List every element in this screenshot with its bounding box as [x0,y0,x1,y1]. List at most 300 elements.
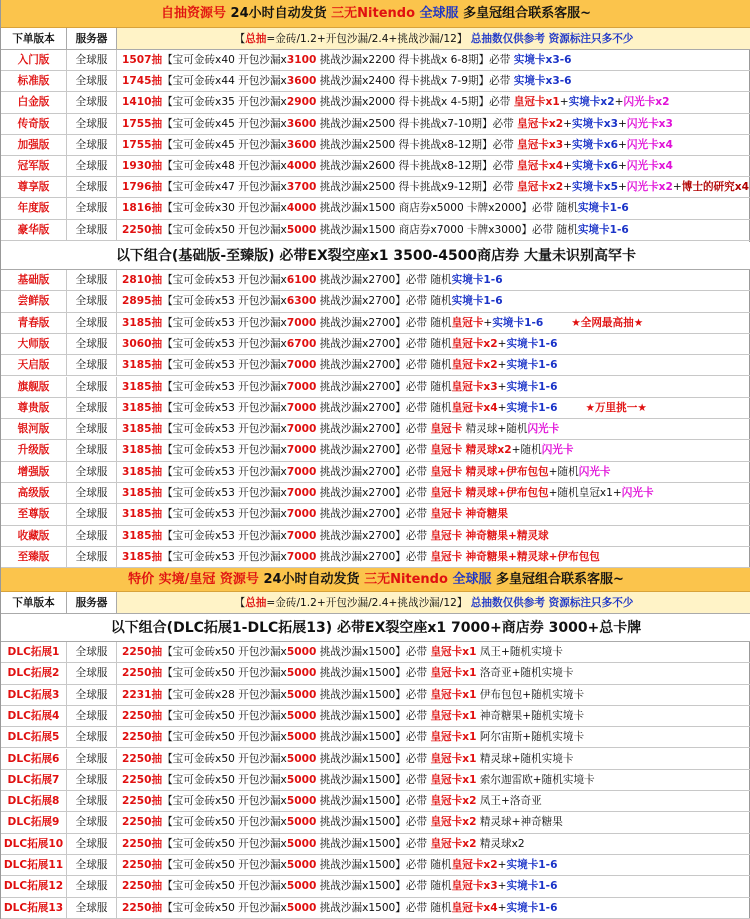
group3-version-name: DLC拓展10 [1,834,67,854]
details-seg: 7000 [286,550,317,563]
table-row [1,834,750,855]
details-seg: 皇冠卡x4 [451,901,498,914]
table-row [1,876,750,897]
details-seg: 【宝可金砖x30 开包沙漏x [162,202,287,215]
details-seg: 挑战沙漏x2700】必带 随机 [316,337,452,350]
group3-version-name: DLC拓展4 [1,706,67,726]
details-cell [117,749,750,769]
details-cell [117,642,750,662]
details-cell [117,135,750,155]
banner-top-seg: 全球服 [419,6,464,21]
group3-version-name: DLC拓展2 [1,663,67,683]
table-row [1,770,750,791]
header-note-seg: 总抽 [245,597,267,609]
details-seg: 7000 [286,529,317,542]
table-row [1,419,750,440]
header-note [117,592,750,613]
table-row [1,526,750,547]
group2-version-name: 升级版 [1,440,67,460]
details-seg: 3185抽 [122,359,163,372]
table-row [1,898,750,919]
server-cell: 全球服 [67,526,117,546]
details-seg: 【宝可金砖x50 开包沙漏x [162,901,287,914]
details-cell [117,334,750,354]
details-seg: 1410抽 [122,96,163,109]
group3-version-name: DLC拓展5 [1,727,67,747]
table-row [1,663,750,684]
details-cell [117,706,750,726]
details-cell [117,483,750,503]
details-seg: 挑战沙漏x2700】必带 随机 [316,401,452,414]
details-seg: 皇冠卡x2 [430,837,477,850]
details-seg: 2231抽 [122,688,163,701]
banner-top [1,0,750,28]
details-seg: 精灵球+神奇糖果 [476,816,563,829]
details-cell [117,526,750,546]
details-seg: 闪光卡 [527,423,560,436]
details-cell [117,504,750,524]
details-seg: 挑战沙漏x1500】必带 [316,773,431,786]
group2-version-name: 尝鲜版 [1,291,67,311]
group1-version-name: 尊享版 [1,177,67,197]
banner-top-seg: 三无Nitendo [331,6,420,21]
table-row [1,642,750,663]
details-seg: 2250抽 [122,752,163,765]
details-cell [117,71,750,91]
details-seg: + [563,160,572,172]
details-seg: +随机皇冠x1+ [548,487,622,499]
details-seg: 【宝可金砖x50 开包沙漏x [162,646,287,658]
highlight-badge: ★万里挑一★ [585,401,647,414]
server-cell: 全球服 [67,642,117,662]
details-seg: 3700 [286,181,317,194]
server-cell: 全球服 [67,313,117,333]
details-seg: 【宝可金砖x50 开包沙漏x [162,667,287,680]
details-seg: 2250抽 [122,731,163,744]
details-seg: 实境卡x2 [568,96,615,109]
details-seg: 挑战沙漏x2700】必带 [316,550,431,563]
details-seg: 实境卡x6 [572,160,618,172]
details-seg: 皇冠卡x2 [430,795,477,808]
details-seg: 神奇糖果+精灵球 [465,529,549,542]
details-seg: 1745抽 [122,75,163,88]
details-seg: 挑战沙漏x2700】必带 随机 [316,380,452,393]
details-seg: 7000 [286,316,317,329]
details-seg: 【宝可金砖x53 开包沙漏x [162,508,287,521]
details-seg: 皇冠卡x2 [451,337,498,350]
table-row [1,156,750,177]
details-cell [117,812,750,832]
details-seg: 闪光卡 [621,487,654,499]
details-seg: 挑战沙漏x2700】必带 随机 [316,274,452,286]
details-seg: 【宝可金砖x50 开包沙漏x [162,880,287,893]
details-seg: 2250抽 [122,773,163,786]
details-seg: 挑战沙漏x2700】必带 随机 [316,359,452,372]
server-cell: 全球服 [67,92,117,112]
details-seg: + [497,880,507,893]
server-cell: 全球服 [67,355,117,375]
details-seg: 3185抽 [122,550,163,563]
server-cell: 全球服 [67,727,117,747]
server-cell: 全球服 [67,177,117,197]
details-seg: 5000 [286,837,317,850]
column-header-1 [1,28,750,50]
details-seg: 【宝可金砖x50 开包沙漏x [162,859,287,871]
table-row [1,791,750,812]
details-seg: + [563,138,572,151]
details-seg: 【宝可金砖x50 开包沙漏x [162,752,287,765]
server-cell: 全球服 [67,419,117,439]
details-seg: 实境卡1-6 [506,859,558,871]
server-cell: 全球服 [67,71,117,91]
server-cell: 全球服 [67,685,117,705]
details-seg: 7000 [286,359,317,372]
group2-version-name: 青春版 [1,313,67,333]
table-row [1,220,750,241]
banner-special-seg: 三无Nitendo [364,572,453,587]
details-seg: 2250抽 [122,795,163,808]
details-seg: 【宝可金砖x53 开包沙漏x [162,550,287,563]
header-note-seg: 总抽 [245,33,267,45]
details-seg: 7000 [286,465,317,478]
details-seg: 皇冠卡x2 [451,359,498,372]
details-seg: + [618,117,627,130]
details-seg: 1930抽 [122,160,163,172]
server-cell: 全球服 [67,114,117,134]
details-seg: 挑战沙漏x1500 商店券x5000 卡牌x2000】必带 随机 [316,202,578,215]
server-cell: 全球服 [67,547,117,567]
table-row [1,462,750,483]
banner-top-seg: 多皇冠组合联系客服~ [463,6,591,21]
details-seg: 实境卡x3-6 [513,75,572,88]
details-seg: 4000 [286,202,317,215]
details-seg: 5000 [286,816,317,829]
table-row [1,177,750,198]
details-seg: 精灵球+随机实境卡 [476,752,574,765]
details-seg: + [618,160,627,172]
details-seg: 【宝可金砖x44 开包沙漏x [162,75,287,88]
header-note-seg: =金砖/1.2+开包沙漏/2.4+挑战沙漏/12】 [266,33,471,45]
group2-version-name: 增强版 [1,462,67,482]
details-seg: 【宝可金砖x53 开包沙漏x [162,401,287,414]
table-row [1,355,750,376]
details-seg: 【宝可金砖x50 开包沙漏x [162,795,287,808]
details-seg: 3185抽 [122,423,163,436]
details-seg: 7000 [286,487,317,499]
details-seg: + [497,901,507,914]
details-seg: 挑战沙漏x1500】必带 [316,688,431,701]
details-seg: 【宝可金砖x53 开包沙漏x [162,274,287,286]
details-seg: 【宝可金砖x40 开包沙漏x [162,54,287,66]
details-cell [117,547,750,567]
details-seg: 2250抽 [122,901,163,914]
table-row [1,749,750,770]
details-seg: 神奇糖果+随机实境卡 [476,709,585,722]
group2-version-name: 高级版 [1,483,67,503]
banner-top-seg: 24小时自动发货 [230,6,332,21]
details-seg: 挑战沙漏x1500】必带 [316,816,431,829]
details-seg: 3185抽 [122,316,163,329]
details-seg: 挑战沙漏x1500】必带 随机 [316,880,452,893]
server-cell: 全球服 [67,898,117,918]
table-row [1,812,750,833]
details-seg: 伊布包包+随机实境卡 [476,688,585,701]
details-seg: 【宝可金砖x50 开包沙漏x [162,731,287,744]
details-seg: + [672,181,682,194]
table-row [1,291,750,312]
details-seg: 挑战沙漏x1500】必带 随机 [316,901,452,914]
details-seg: 5000 [286,859,317,871]
table-row [1,114,750,135]
table-row [1,440,750,461]
section-basic-title: 以下组合(基础版-至臻版) 必带EX裂空座x1 3500-4500商店券 大量未识别高罕卡 [1,242,750,270]
highlight-badge: ★全网最高抽★ [571,316,644,329]
details-seg: 挑战沙漏x1500】必带 [316,795,431,808]
server-cell: 全球服 [67,270,117,290]
details-cell [117,898,750,918]
server-cell: 全球服 [67,834,117,854]
group1-version-name: 标准版 [1,71,67,91]
details-seg: 神奇糖果 [465,508,508,521]
details-seg: 【宝可金砖x45 开包沙漏x [162,117,287,130]
group3-version-name: DLC拓展11 [1,855,67,875]
details-cell [117,727,750,747]
group1-version-name: 冠军版 [1,156,67,176]
details-seg: 皇冠卡x2 [430,816,477,829]
table-row [1,334,750,355]
server-cell: 全球服 [67,398,117,418]
details-seg: + [483,316,493,329]
column-header-2 [1,592,750,614]
details-seg: + [497,401,507,414]
details-seg: 实境卡1-6 [577,202,629,215]
server-cell: 全球服 [67,663,117,683]
details-seg: 5000 [286,901,317,914]
details-seg: 【宝可金砖x53 开包沙漏x [162,423,287,436]
server-cell: 全球服 [67,50,117,70]
details-seg: 2250抽 [122,223,163,236]
server-cell: 全球服 [67,855,117,875]
details-seg: 挑战沙漏x2500 得卡挑战x9-12期】必带 [316,181,518,194]
details-seg: 皇冠卡x1 [430,752,477,765]
details-seg: 挑战沙漏x2500 得卡挑战x7-10期】必带 [316,117,518,130]
details-seg: 2250抽 [122,646,163,658]
details-seg: 7000 [286,508,317,521]
server-cell: 全球服 [67,876,117,896]
details-seg: 实境卡1-6 [451,274,503,286]
details-seg: 索尔迦雷欧+随机实境卡 [476,773,595,786]
table-row [1,504,750,525]
details-cell [117,419,750,439]
table-row [1,313,750,334]
details-seg: 3185抽 [122,444,163,457]
details-seg: 实境卡1-6 [506,359,558,372]
details-cell [117,156,750,176]
details-seg: 7000 [286,444,317,457]
details-seg: 挑战沙漏x1500】必带 随机 [316,859,452,871]
group3-version-name: DLC拓展7 [1,770,67,790]
details-seg: 【宝可金砖x53 开包沙漏x [162,337,287,350]
details-seg: 【宝可金砖x53 开包沙漏x [162,465,287,478]
details-seg: 1507抽 [122,54,163,66]
header-server: 服务器 [67,28,117,49]
details-seg: 7000 [286,423,317,436]
details-seg: 5000 [286,688,317,701]
details-cell [117,398,750,418]
details-seg: 1816抽 [122,202,163,215]
details-seg: 5000 [286,731,317,744]
details-seg: 博士的研究x4 [681,181,749,194]
details-seg: 凤王+随机实境卡 [476,646,563,658]
group2-version-name: 天启版 [1,355,67,375]
group3-version-name: DLC拓展8 [1,791,67,811]
group1-version-name: 豪华版 [1,220,67,240]
details-seg: 挑战沙漏x2700】必带 [316,529,431,542]
details-cell [117,834,750,854]
details-seg: 【宝可金砖x53 开包沙漏x [162,487,287,499]
section-dlc-title: 以下组合(DLC拓展1-DLC拓展13) 必带EX裂空座x1 7000+商店券 3000+总卡牌 [1,614,750,642]
details-seg: 精灵球+伊布包包 [465,487,549,499]
server-cell: 全球服 [67,440,117,460]
details-seg: 5000 [286,880,317,893]
details-seg: 精灵球+伊布包包 [465,465,549,478]
details-seg: 皇冠卡 [430,529,463,542]
details-seg: + [497,359,507,372]
banner-special-seg: 特价 实境/皇冠 资源号 [128,572,264,587]
server-cell: 全球服 [67,462,117,482]
details-seg: 挑战沙漏x1500】必带 [316,646,431,658]
details-seg: 挑战沙漏x2000 得卡挑战x 4-5期】必带 [316,96,514,109]
details-seg: 【宝可金砖x28 开包沙漏x [162,688,287,701]
details-seg: 2250抽 [122,880,163,893]
group1-version-name: 入门版 [1,50,67,70]
details-seg: 6300 [286,295,317,308]
server-cell: 全球服 [67,791,117,811]
details-cell [117,440,750,460]
details-seg: + [563,117,572,130]
header-note-seg: =金砖/1.2+开包沙漏/2.4+挑战沙漏/12】 [266,597,471,609]
details-cell [117,50,750,70]
table-row [1,398,750,419]
details-seg: 皇冠卡x3 [451,880,498,893]
details-seg: 实境卡1-6 [577,223,629,236]
details-seg: + [559,96,569,109]
group3-version-name: DLC拓展6 [1,749,67,769]
group3-version-name: DLC拓展3 [1,685,67,705]
details-seg: 挑战沙漏x1500 商店券x7000 卡牌x3000】必带 随机 [316,223,578,236]
group2-version-name: 尊贵版 [1,398,67,418]
details-seg: 实境卡1-6 [506,380,558,393]
details-seg: 【宝可金砖x50 开包沙漏x [162,773,287,786]
details-seg: 闪光卡x4 [626,160,673,172]
details-seg: 皇冠卡 [430,465,463,478]
details-cell [117,92,750,112]
details-seg: 2250抽 [122,667,163,680]
group1-version-name: 年度版 [1,198,67,218]
header-server: 服务器 [67,592,117,613]
table-row [1,377,750,398]
header-version: 下单版本 [1,28,67,49]
details-seg: 6700 [286,337,317,350]
details-seg: 2810抽 [122,274,163,286]
details-seg: 实境卡x5 [572,181,618,194]
details-cell [117,791,750,811]
details-seg: 5000 [286,667,317,680]
details-seg: 精灵球+随机 [462,423,528,436]
details-seg: 挑战沙漏x2700】必带 [316,444,431,457]
details-seg: 洛奇亚+随机实境卡 [476,667,574,680]
group2-version-name: 至尊版 [1,504,67,524]
details-seg: 【宝可金砖x47 开包沙漏x [162,181,287,194]
details-seg: 1755抽 [122,138,163,151]
details-seg: 皇冠卡 [430,487,463,499]
details-seg: 皇冠卡x1 [430,646,477,658]
details-cell [117,462,750,482]
details-seg: 神奇糖果+精灵球+伊布包包 [465,550,600,563]
server-cell: 全球服 [67,770,117,790]
details-seg: + [614,96,624,109]
details-seg: 精灵球x2 [465,444,512,457]
table-row [1,198,750,219]
details-cell [117,220,750,240]
details-seg: 皇冠卡x4 [451,401,498,414]
details-cell [117,355,750,375]
details-seg: 1796抽 [122,181,163,194]
details-seg: 挑战沙漏x2400 得卡挑战x 7-9期】必带 [316,75,514,88]
details-seg: 闪光卡x2 [623,96,670,109]
details-seg: 皇冠卡 [430,423,463,436]
details-seg: 实境卡1-6 [506,401,558,414]
header-note-seg: 总抽数仅供参考 资源标注只多不少 [470,33,634,45]
group3-version-name: DLC拓展12 [1,876,67,896]
details-seg: 挑战沙漏x2700】必带 [316,423,431,436]
details-seg: 皇冠卡 [430,508,463,521]
group3-version-name: DLC拓展13 [1,898,67,918]
group1-version-name: 白金版 [1,92,67,112]
details-seg: + [618,181,627,194]
details-seg: 挑战沙漏x1500】必带 [316,667,431,680]
server-cell: 全球服 [67,504,117,524]
details-seg: 挑战沙漏x1500】必带 [316,837,431,850]
details-seg: 【宝可金砖x53 开包沙漏x [162,444,287,457]
details-seg: +随机 [548,465,579,478]
details-seg: 1755抽 [122,117,163,130]
server-cell: 全球服 [67,334,117,354]
details-seg: 3185抽 [122,508,163,521]
details-seg: 5000 [286,646,317,658]
details-seg: 皇冠卡x3 [451,380,498,393]
group2-version-name: 银河版 [1,419,67,439]
details-seg: 3185抽 [122,529,163,542]
details-seg: 【宝可金砖x50 开包沙漏x [162,837,287,850]
header-note-seg: 总抽数仅供参考 资源标注只多不少 [470,597,634,609]
banner-special [1,568,750,592]
details-seg: 实境卡1-6 [451,295,503,308]
table-row [1,727,750,748]
details-seg: 皇冠卡x1 [430,688,477,701]
details-seg: 3600 [286,117,317,130]
details-cell [117,685,750,705]
details-seg: 挑战沙漏x2600 得卡挑战x8-12期】必带 [316,160,518,172]
server-cell: 全球服 [67,706,117,726]
table-row [1,706,750,727]
group2-version-name: 基础版 [1,270,67,290]
header-note-seg: 【 [234,33,246,45]
details-seg: 皇冠卡x2 [517,181,564,194]
server-cell: 全球服 [67,291,117,311]
details-seg: 皇冠卡x1 [430,709,477,722]
details-seg: 闪光卡 [578,465,611,478]
